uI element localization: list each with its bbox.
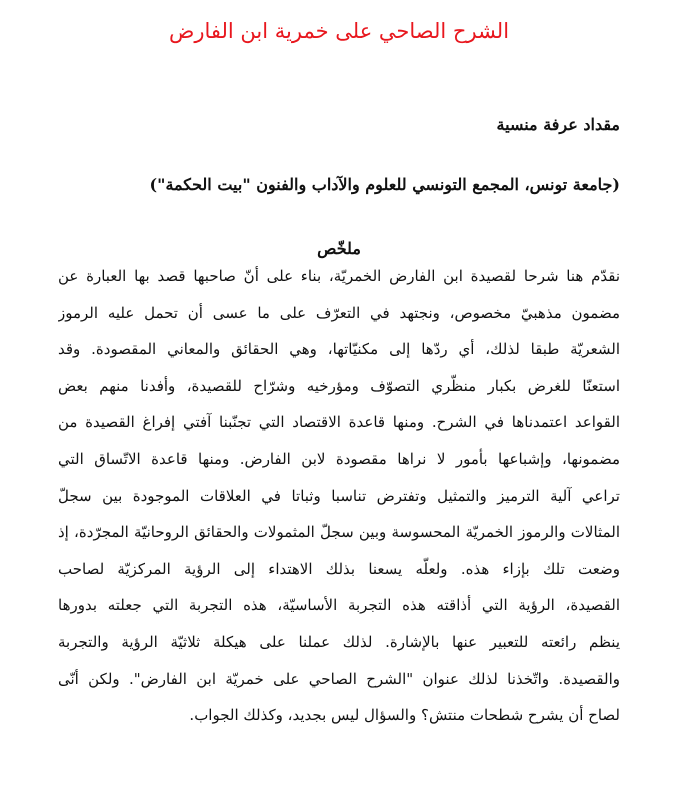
abstract-line: استعنّا للغرض بكبار منظّري التصوّف ومؤرخيه وشرّاح للقصيدة، وأفدنا منهم بعض — [58, 376, 620, 395]
abstract-line: ينظم رائعته للتعبير عنها بالإشارة. لذلك عملنا على هيكلة ثلاثيّة الرؤية والتجربة — [58, 632, 620, 651]
abstract-heading: ملخّص — [317, 239, 361, 258]
abstract-line: نقدّم هنا شرحا لقصيدة ابن الفارض الخمريّة، بناء على أنّ صاحبها قصد بها العبارة عن — [58, 267, 620, 285]
abstract-line: لصاح أن يشرح شطحات منتش؟ والسؤال ليس بجديد، وكذلك الجواب. — [189, 706, 620, 725]
abstract-line: القصيدة، الرؤية التي أذاقته هذه التجربة الأساسيّة، هذه التجربة التي جعلته بدورها — [58, 596, 620, 615]
abstract-line: الشعريّة طبقا لذلك، أي ردّها إلى مكنيّاتها، وهي الحقائق والمعاني المقصودة. وقد — [58, 340, 620, 359]
abstract-line: المثالات والرموز الخمريّة المحسوسة وبين سجلّ المثمولات والحقائق الروحانيّة المجرّدة، إذ — [58, 523, 620, 542]
document-title: الشرح الصاحي على خمرية ابن الفارض — [168, 19, 510, 43]
abstract-line: مضمونها، وإشباعها بأمور لا نراها مقصودة لابن الفارض. ومنها قاعدة الاتّساق التي — [58, 449, 620, 468]
abstract-line: والقصيدة. واتّخذنا لذلك عنوان "الشرح الصاحي على خمريّة ابن الفارض". ولكن أنّى — [58, 669, 620, 688]
abstract-body — [58, 258, 620, 734]
author-name: مقداد عرفة منسية — [496, 115, 620, 134]
abstract-line: مضمون مذهبيّ مخصوص، ونجتهد في التعرّف على ما عسى أن تحمل عليه الرموز — [58, 303, 620, 322]
abstract-line: وضعت تلك بإزاء هذه. ولعلّه يسعنا بذلك الاهتداء إلى الرؤية المركزيّة لصاحب — [58, 559, 620, 578]
author-affiliation: (جامعة تونس، المجمع التونسي للعلوم والآداب والفنون "بيت الحكمة") — [149, 175, 620, 194]
abstract-line: القواعد اعتمدناها في الشرح. ومنها قاعدة الاقتصاد التي تجنّبنا آفتي إفراغ القصيدة من — [58, 413, 620, 432]
abstract-line: تراعي آلية الترميز والتمثيل وتفترض تناسبا وثباتا في العلاقات الموجودة بين سجلّ — [58, 486, 620, 505]
